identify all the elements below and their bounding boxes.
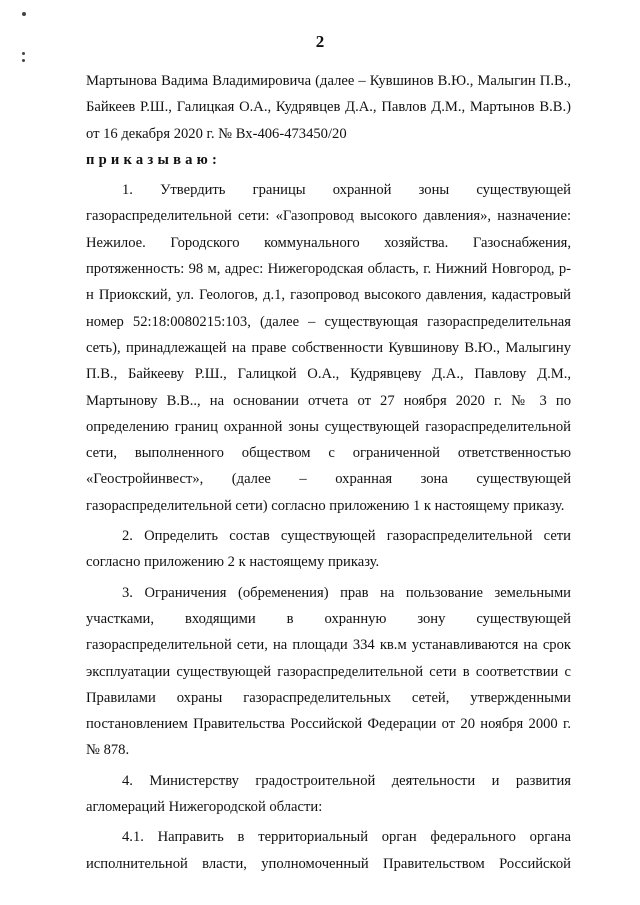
paragraph-2: 2. Определить состав существующей газораспределительной сети согласно приложению 2 к настоящему приказу. xyxy=(86,528,571,571)
scan-mark xyxy=(22,59,25,62)
paragraph-4: 4. Министерству градостроительной деятельности и развития агломераций Нижегородской области: xyxy=(86,772,571,816)
order-heading: приказываю: xyxy=(86,151,222,168)
paragraph-4-1: 4.1. Направить в территориальный орган федерального органа исполнительной власти, уполномоченный Правительством Российской xyxy=(86,829,571,872)
intro-paragraph: Мартынова Вадима Владимировича (далее – Кувшинов В.Ю., Малыгин П.В., Байкеев Р.Ш., Галицкая О.А., Кудрявцев Д.А., Павлов Д.М., Мартынов В.В.) от 16 декабря 2020 г. № Вх-406-473450/20 xyxy=(86,73,571,142)
paragraph-3: 3. Ограничения (обременения) прав на пользование земельными участками, входящими в охранную зону существующей газораспределительной сети, на площади 334 кв.м устанавливаются на срок эксплуатации существующей газораспределительной сети в соответствии с Правилами охраны газораспределительных сетей, утвержденными постановлением Правительства Российской Федерации от 20 ноября 2000 г. № 878. xyxy=(86,584,571,759)
scan-mark xyxy=(22,52,25,55)
paragraph-1: 1. Утвердить границы охранной зоны существующей газораспределительной сети: «Газопровод высокого давления», назначение: Нежилое. Городского коммунального хозяйства. Газоснабжения, протяженность: 98 м, адрес: Нижегородская область, г. Нижний Новгород, р-н Приокский, ул. Геологов, д.1, газопровод высокого давления, кадастровый номер 52:18:0080215:103, (далее – существующая газораспределительная сеть), принадлежащей на праве собственности Кувшинову В.Ю., Малыгину П.В., Байкееву Р.Ш., Галицкой О.А., Кудрявцеву Д.А., Павлову Д.М., Мартынову В.В.., на основании отчета от 27 ноября 2020 г. № 3 по определению границ охранной зоны существующей газораспределительной сети, выполненного обществом с ограниченной ответственностью «Геостройинвест», (далее – охранная зона существующей газораспределительной сети) согласно приложению 1 к настоящему приказу. xyxy=(86,182,571,514)
page-number: 2 xyxy=(315,32,325,51)
document-body xyxy=(86,68,571,877)
scan-mark xyxy=(22,12,26,16)
